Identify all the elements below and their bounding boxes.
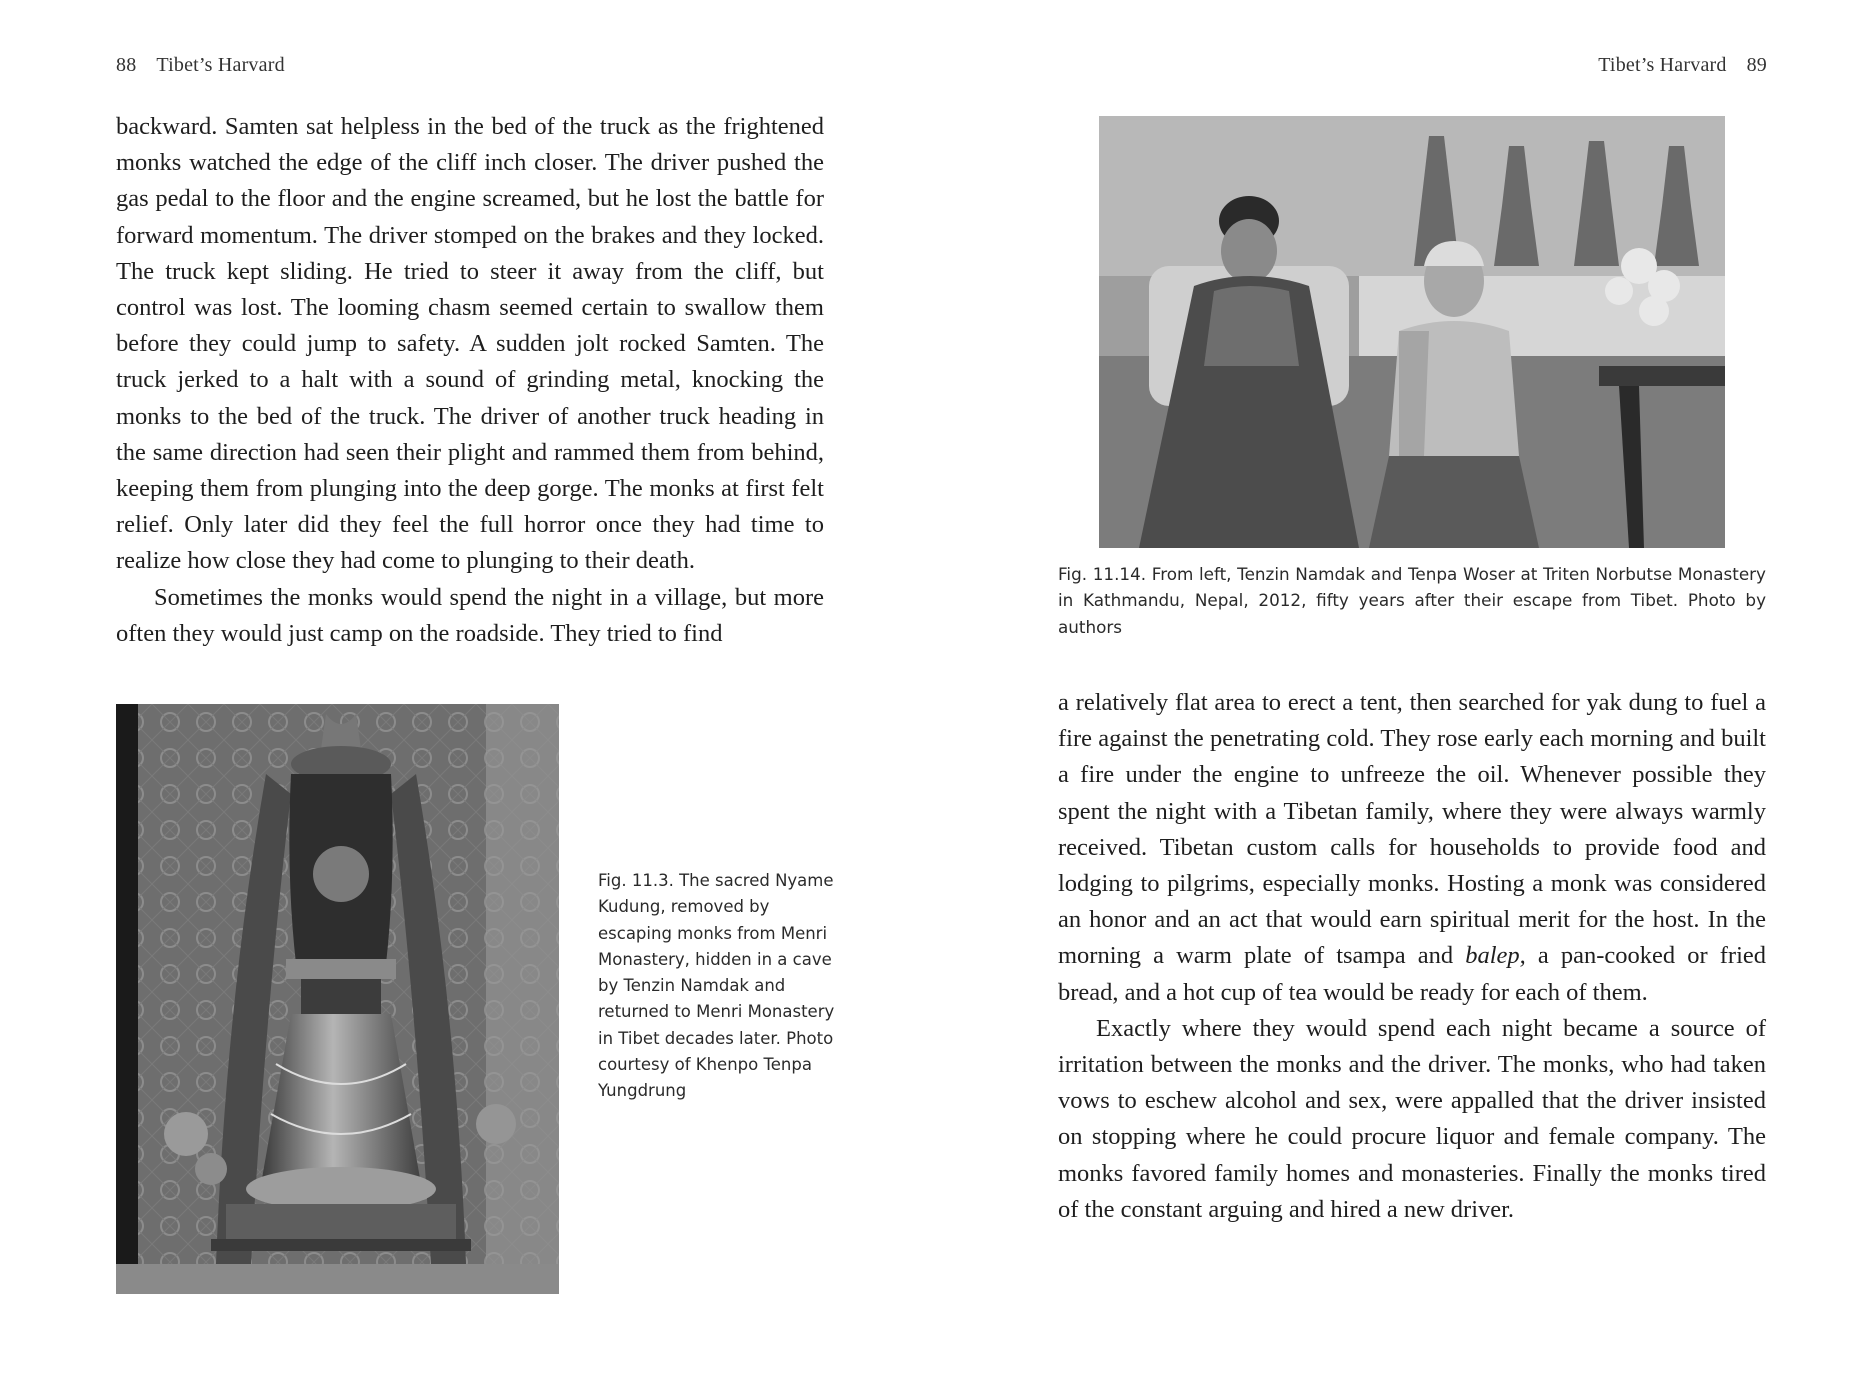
italic-term: balep, [1465, 942, 1526, 970]
page-number: 89 [1746, 54, 1767, 76]
body-text-left [116, 109, 824, 652]
figure-caption-right: Fig. 11.14. From left, Tenzin Namdak and Tenpa Woser at Triten Norbutse Monastery in Kathmandu, Nepal, 2012, fifty years after their escape from Tibet. Photo by authors [1058, 564, 1766, 637]
paragraph: Exactly where they would spend each night became a source of irritation between the monks and the driver. The monks, who had taken vows to eschew alcohol and sex, were appalled that the driver insisted on stopping where he could procure liquor and female company. The monks favored family homes and monasteries. Finally the monks tired of the constant arguing and hired a new driver. [1058, 1014, 1766, 1223]
paragraph: Sometimes the monks would spend the night in a village, but more often they would just camp on the roadside. They tried to find [116, 583, 824, 647]
reliquary-photo [116, 704, 559, 1294]
monks-photo-image [1099, 116, 1725, 548]
figure-caption-left: Fig. 11.3. The sacred Nyame Kudung, removed by escaping monks from Menri Monastery, hidden in a cave by Tenzin Namdak and returned to Menri Monastery in Tibet decades later. Photo courtesy of Khenpo Tenpa Yungdrung [598, 871, 835, 1101]
running-head-title: Tibet’s Harvard [1598, 54, 1727, 76]
running-head-left [116, 54, 285, 77]
running-head-right [1598, 54, 1767, 77]
reliquary-photo-image [116, 704, 559, 1294]
running-head-title: Tibet’s Harvard [156, 54, 285, 76]
page-number: 88 [116, 54, 137, 76]
body-text-right [1058, 685, 1766, 1228]
paragraph-text: a pan-cooked or fried bread, and a hot cup of tea would be ready for each of them. [1058, 942, 1766, 1006]
paragraph-text: a relatively flat area to erect a tent, then searched for yak dung to fuel a fire against the penetrating cold. They rose early each morning and built a fire under the engine to unfreeze the oil. Whenever possible they spent the night with a Tibetan family, where they were always warmly received. Tibetan custom calls for households to provide food and lodging to pilgrims, especially monks. Hosting a monk was considered an honor and an act that would earn spiritual merit for the host. In the morning a warm plate of tsampa and [1058, 689, 1766, 970]
right-page [931, 0, 1862, 1396]
paragraph: backward. Samten sat helpless in the bed of the truck as the frightened monks watched the edge of the cliff inch closer. The driver pushed the gas pedal to the floor and the engine screamed, but he lost the battle for forward momentum. The driver stomped on the brakes and they locked. The truck kept sliding. He tried to steer it away from the cliff, but control was lost. The looming chasm seemed certain to swallow them before they could jump to safety. A sudden jolt rocked Samten. The truck jerked to a halt with a sound of grinding metal, knocking the monks to the bed of the truck. The driver of another truck heading in the same direction had seen their plight and rammed them from behind, keeping them from plunging into the deep gorge. The monks at first felt relief. Only later did they feel the full horror once they had time to realize how close they had come to plunging to their death. [116, 113, 824, 575]
paragraph [1058, 685, 1766, 1011]
monks-photo [1099, 116, 1725, 548]
